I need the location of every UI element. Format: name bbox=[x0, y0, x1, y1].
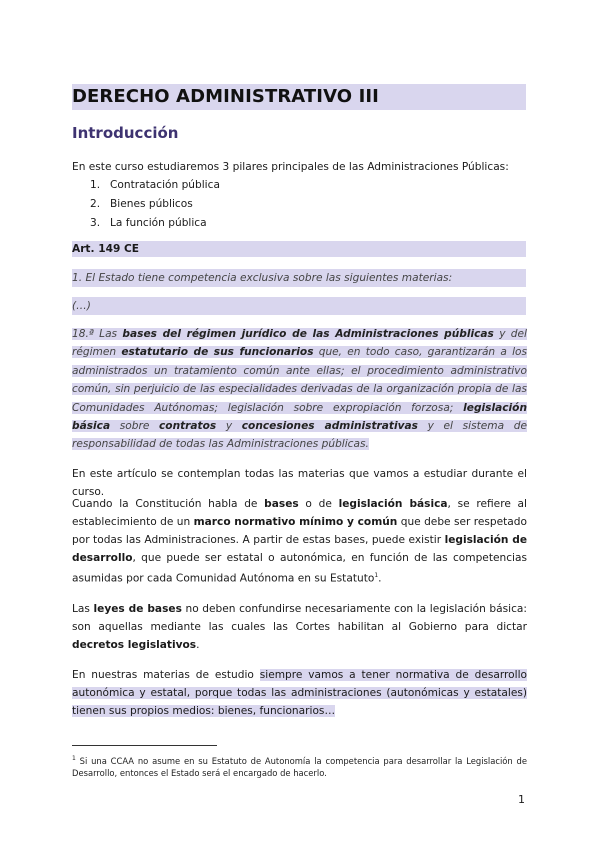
list-item: 3. La función pública bbox=[90, 217, 207, 229]
section-heading: Introducción bbox=[72, 124, 179, 142]
pillars-list bbox=[90, 176, 220, 233]
quote-ellipsis: (…) bbox=[72, 297, 526, 315]
footnote-divider bbox=[72, 745, 217, 746]
footnote-ref[interactable]: 1 bbox=[374, 572, 379, 579]
article-heading: Art. 149 CE bbox=[72, 241, 526, 257]
page-title: DERECHO ADMINISTRATIVO III bbox=[72, 84, 526, 110]
paragraph-2: Cuando la Constitución habla de bases o de legislación básica, se refiere al establecimiento de un marco normativo mínimo y común que debe ser respetado por todas las Administraciones. A partir de estas bases, puede existir legislación de desarrollo, que puede ser estatal o autonómica, en función de las competencias asumidas por cada Comunidad Autónoma en su Estatuto$^1$. bbox=[72, 498, 527, 585]
list-item: 2. Bienes públicos bbox=[90, 198, 193, 210]
footnote: $^1$ Si una CCAA no asume en su Estatuto de Autonomía la competencia para desarrollar la Legislación de Desarrollo, entonces el Estado será el encargado de hacerlo. bbox=[72, 755, 527, 778]
intro-paragraph: En este curso estudiaremos 3 pilares principales de las Administraciones Públicas: bbox=[72, 161, 509, 173]
paragraph-1: En este artículo se contemplan todas las materias que vamos a estudiar durante el curso. bbox=[72, 468, 527, 498]
article-quote: 18.ª Las bases del régimen jurídico de las Administraciones públicas y del régimen estatutario de sus funcionarios que, en todo caso, garantizarán a los administrados un tratamiento común ante ellas; el procedimiento administrativo común, sin perjuicio de las especialidades derivadas de la organización propia de las Comunidades Autónomas; legislación sobre expropiación forzosa; legislación básica sobre contratos y concesiones administrativas y el sistema de responsabilidad de todas las Administraciones públicas. bbox=[72, 328, 528, 451]
paragraph-4: En nuestras materias de estudio siempre vamos a tener normativa de desarrollo autonómica y estatal, porque todas las administraciones (autonómicas y estatales) tienen sus propios medios: bienes, funcionarios… bbox=[72, 669, 527, 717]
list-item: 1. Contratación pública bbox=[90, 179, 220, 191]
page-number: 1 bbox=[518, 793, 525, 806]
quote-line-1: 1. El Estado tiene competencia exclusiva sobre las siguientes materias: bbox=[72, 269, 526, 287]
paragraph-3: Las leyes de bases no deben confundirse necesariamente con la legislación básica: son aquellas mediante las cuales las Cortes habilitan al Gobierno para dictar decretos legislativos. bbox=[72, 603, 527, 651]
